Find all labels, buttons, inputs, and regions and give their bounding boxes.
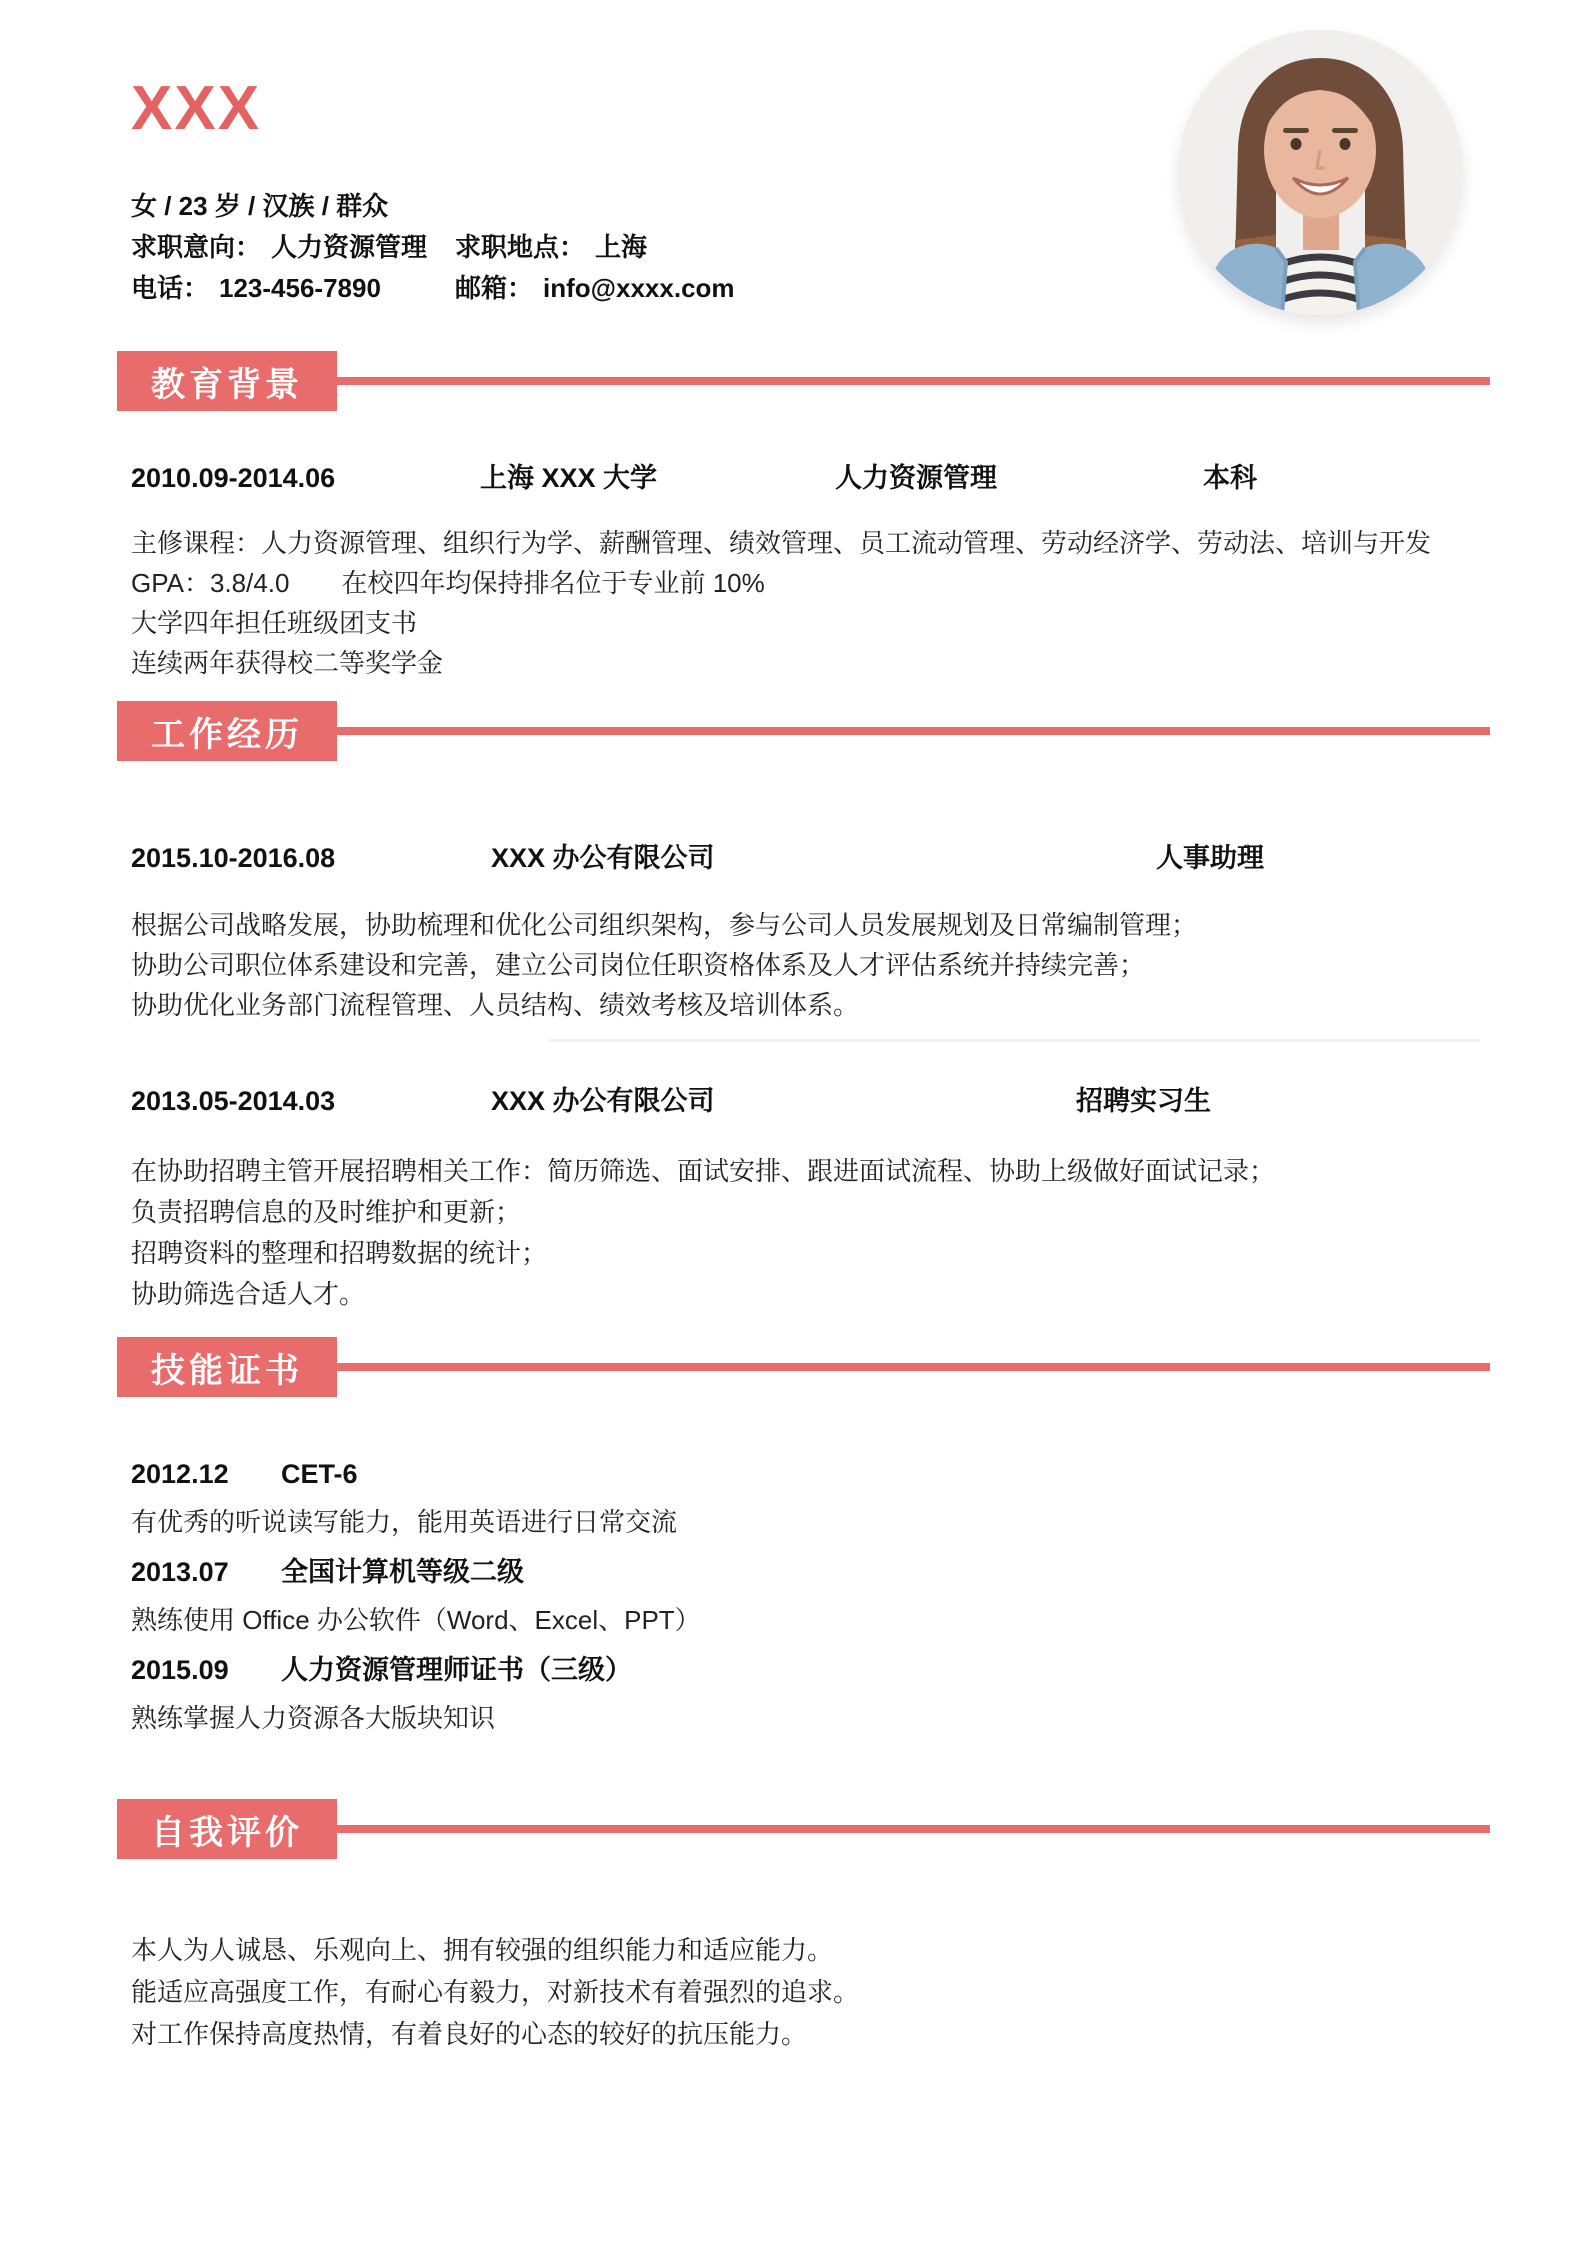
work-section-title: 工作经历 xyxy=(117,701,337,761)
education-detail-line: 主修课程：人力资源管理、组织行为学、薪酬管理、绩效管理、员工流动管理、劳动经济学、劳动法、培训与开发 xyxy=(131,528,1432,558)
job-role: 人事助理 xyxy=(1156,843,1264,873)
skills-band xyxy=(117,1337,1490,1397)
profile-photo xyxy=(1178,30,1463,315)
skill-heading xyxy=(131,1459,1455,1489)
self-evaluation-text xyxy=(131,1929,1455,2055)
job-company: XXX 办公有限公司 xyxy=(491,843,715,873)
education-band xyxy=(117,351,1490,411)
avatar-right-brow xyxy=(1332,128,1358,133)
education-degree: 本科 xyxy=(1203,463,1257,493)
self-evaluation-divider-line xyxy=(337,1825,1490,1833)
job-detail-line: 负责招聘信息的及时维护和更新； xyxy=(131,1197,522,1227)
email-value: info@xxxx.com xyxy=(543,273,735,303)
job-detail-line: 协助公司职位体系建设和完善，建立公司岗位任职资格体系及人才评估系统并持续完善； xyxy=(131,950,1146,980)
self-evaluation-line: 本人为人诚恳、乐观向上、拥有较强的组织能力和适应能力。 xyxy=(131,1935,834,1965)
candidate-name: XXX xyxy=(131,74,262,143)
resume-header xyxy=(131,74,1455,309)
skill-item xyxy=(131,1459,1455,1537)
job-intention xyxy=(131,227,455,264)
job-company: XXX 办公有限公司 xyxy=(491,1086,715,1116)
education-section-title: 教育背景 xyxy=(117,351,337,411)
skill-item xyxy=(131,1557,1455,1635)
avatar-illustration xyxy=(1178,30,1463,315)
section-self-evaluation xyxy=(131,1799,1455,2055)
skill-name: 全国计算机等级二级 xyxy=(281,1557,524,1587)
job-entry-2 xyxy=(131,1086,1455,1116)
skill-date: 2012.12 xyxy=(131,1459,229,1489)
job-location-value: 上海 xyxy=(595,232,648,262)
job-detail-line: 根据公司战略发展，协助梳理和优化公司组织架构，参与公司人员发展规划及日常编制管理； xyxy=(131,910,1198,940)
job-period: 2013.05-2014.03 xyxy=(131,1086,336,1116)
self-evaluation-line: 对工作保持高度热情，有着良好的心态的较好的抗压能力。 xyxy=(131,2019,808,2049)
job-detail-line: 招聘资料的整理和招聘数据的统计； xyxy=(131,1238,548,1268)
education-detail-line: 连续两年获得校二等奖学金 xyxy=(131,648,444,678)
education-detail-line: GPA：3.8/4.0 在校四年均保持排名位于专业前 10% xyxy=(131,568,765,598)
section-education xyxy=(131,351,1455,683)
avatar-right-eye xyxy=(1340,138,1351,150)
work-band xyxy=(117,701,1490,761)
skill-heading xyxy=(131,1655,1455,1685)
phone-label: 电话： xyxy=(131,273,210,303)
education-major: 人力资源管理 xyxy=(835,463,997,493)
education-divider-line xyxy=(337,377,1490,385)
education-period: 2010.09-2014.06 xyxy=(131,463,336,493)
job-detail-line: 协助优化业务部门流程管理、人员结构、绩效考核及培训体系。 xyxy=(131,990,860,1020)
avatar-left-eye xyxy=(1291,138,1302,150)
education-details xyxy=(131,523,1455,683)
self-evaluation-band xyxy=(117,1799,1490,1859)
education-entry xyxy=(131,463,1455,493)
email xyxy=(455,268,735,305)
job-detail-line: 在协助招聘主管开展招聘相关工作：简历筛选、面试安排、跟进面试流程、协助上级做好面试记录； xyxy=(131,1156,1276,1186)
phone-value: 123-456-7890 xyxy=(219,273,381,303)
self-evaluation-section-title: 自我评价 xyxy=(117,1799,337,1859)
skill-date: 2013.07 xyxy=(131,1557,229,1587)
faint-divider-line xyxy=(550,1039,1480,1042)
skill-description: 熟练掌握人力资源各大版块知识 xyxy=(131,1703,496,1733)
avatar-left-brow xyxy=(1283,128,1309,133)
skill-date: 2015.09 xyxy=(131,1655,229,1685)
job-role: 招聘实习生 xyxy=(1076,1086,1211,1116)
phone xyxy=(131,268,455,305)
section-work xyxy=(131,701,1455,1315)
skill-name: 人力资源管理师证书（三级） xyxy=(281,1655,632,1685)
job-intention-value: 人力资源管理 xyxy=(271,232,428,262)
skill-heading xyxy=(131,1557,1455,1587)
skill-item xyxy=(131,1655,1455,1733)
skill-name: CET-6 xyxy=(281,1459,358,1489)
section-skills xyxy=(131,1337,1455,1733)
job-entry-1 xyxy=(131,843,1455,873)
education-school: 上海 XXX 大学 xyxy=(480,463,658,493)
job-details-2 xyxy=(131,1151,1455,1315)
job-period: 2015.10-2016.08 xyxy=(131,843,336,873)
skill-description: 有优秀的听说读写能力，能用英语进行日常交流 xyxy=(131,1507,678,1537)
work-divider-line xyxy=(337,727,1490,735)
skills-divider-line xyxy=(337,1363,1490,1371)
email-label: 邮箱： xyxy=(455,273,534,303)
job-location xyxy=(455,227,647,264)
job-location-label: 求职地点： xyxy=(455,232,586,262)
education-detail-line: 大学四年担任班级团支书 xyxy=(131,608,418,638)
skill-description: 熟练使用 Office 办公软件（Word、Excel、PPT） xyxy=(131,1605,701,1635)
skills-section-title: 技能证书 xyxy=(117,1337,337,1397)
basic-info-text: 女 / 23 岁 / 汉族 / 群众 xyxy=(131,191,389,221)
self-evaluation-line: 能适应高强度工作，有耐心有毅力，对新技术有着强烈的追求。 xyxy=(131,1977,860,2007)
job-intention-label: 求职意向： xyxy=(131,232,262,262)
job-details-1 xyxy=(131,905,1455,1025)
job-detail-line: 协助筛选合适人才。 xyxy=(131,1279,366,1309)
